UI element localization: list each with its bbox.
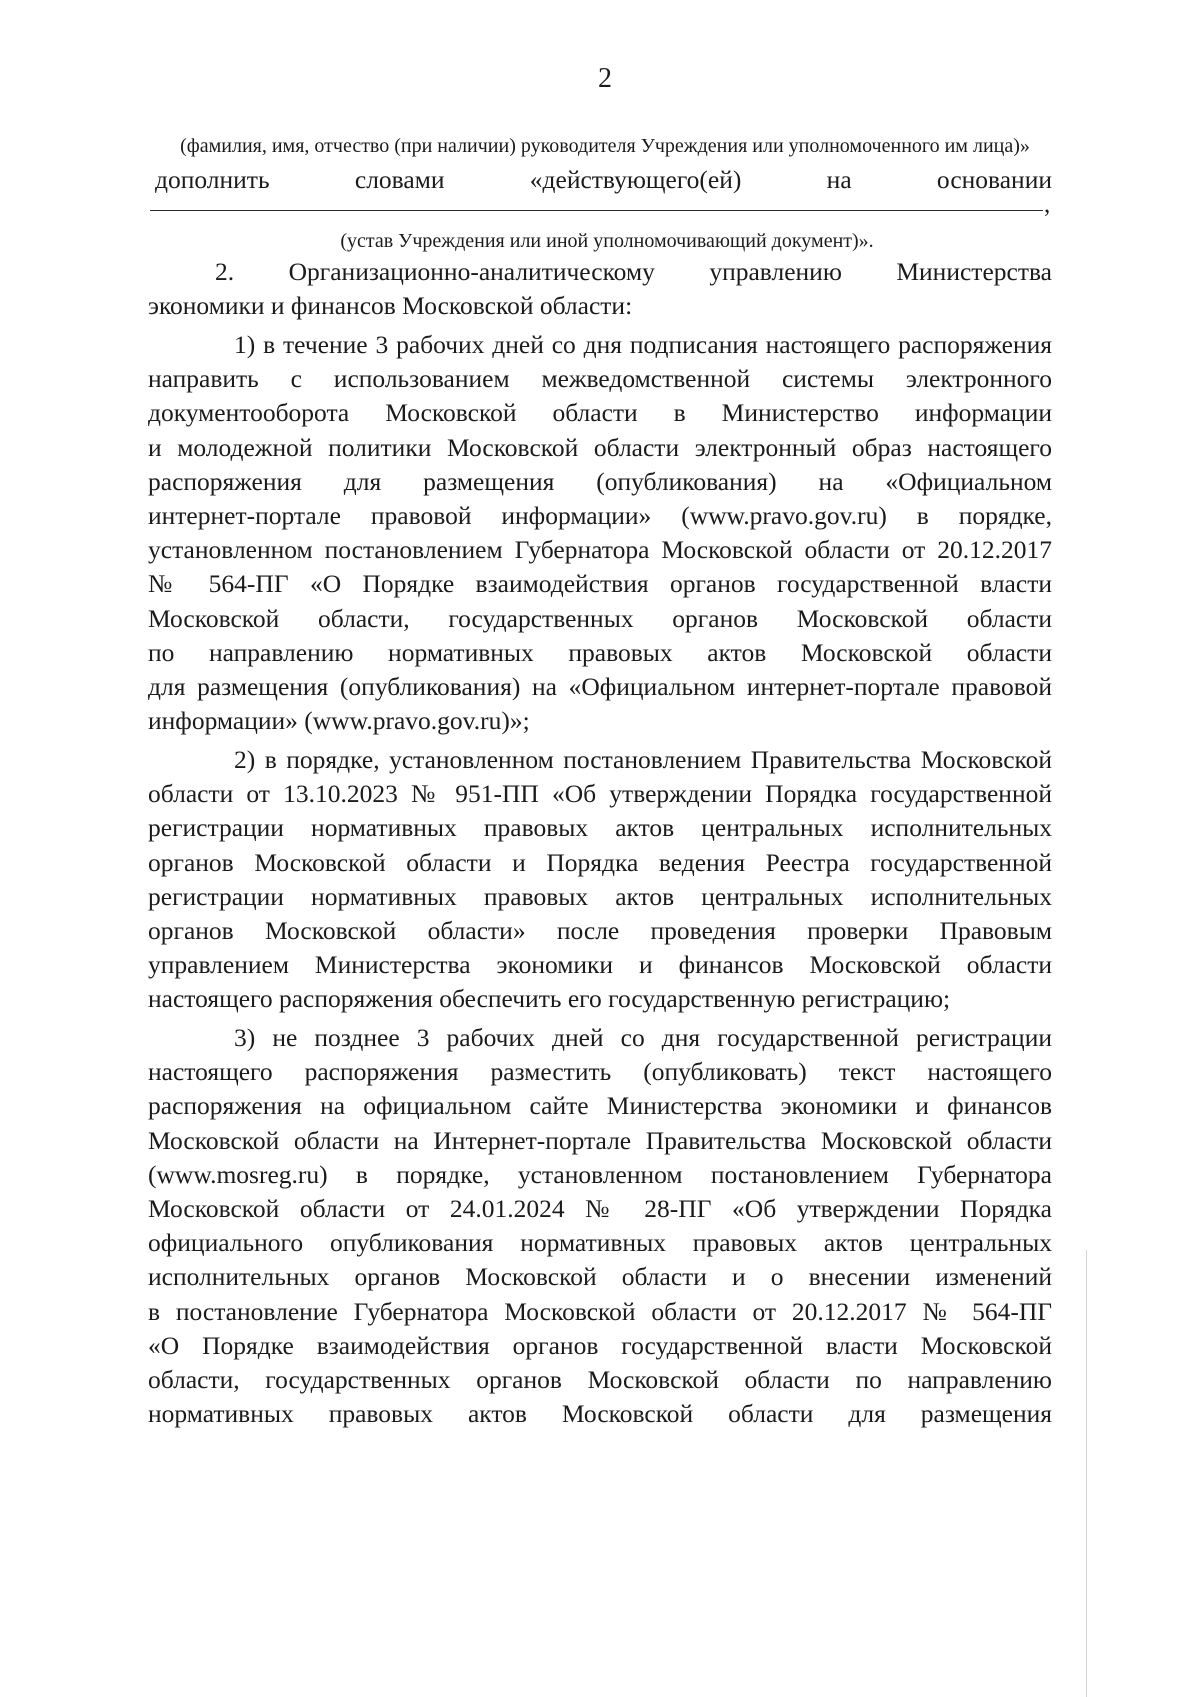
subitem-2-line: регистрации нормативных правовых актов центральных исполнительных: [148, 881, 1052, 911]
subitem-2-line: органов Московской области» после проведения проверки Правовым: [148, 915, 1052, 945]
item-2-line: 2. Организационно-аналитическому управлению Министерства: [215, 257, 1052, 286]
subitem-3-line: области, государственных органов Московской области по направлению: [148, 1364, 1052, 1394]
subitem-3-line: распоряжения на официальном сайте Министерства экономики и финансов: [148, 1091, 1052, 1121]
subitem-1-line: по направлению нормативных правовых актов Московской области: [148, 637, 1052, 667]
subitem-1-line: для размещения (опубликования) на «Официальном интернет-портале правовой: [148, 671, 1052, 701]
subitem-2-line: области от 13.10.2023 № 951-ПП «Об утверждении Порядка государственной: [148, 779, 1052, 809]
subitem-1-line: интернет-портале правовой информации» (www.pravo.gov.ru) в порядке,: [148, 500, 1052, 530]
subitem-1-line: документооборота Московской области в Министерство информации: [148, 398, 1052, 428]
subitem-3-line: «О Порядке взаимодействия органов государственной власти Московской: [148, 1330, 1052, 1360]
subitem-3-line: официального опубликования нормативных правовых актов центральных: [148, 1228, 1052, 1258]
subitem-3-line: в постановление Губернатора Московской области от 20.12.2017 № 564-ПГ: [148, 1296, 1052, 1326]
subitem-1-line: направить с использованием межведомственной системы электронного: [148, 364, 1052, 394]
blank-hint: (устав Учреждения или иной уполномочивающий документ)».: [340, 230, 874, 252]
name-hint: (фамилия, имя, отчество (при наличии) руководителя Учреждения или уполномоченного им лица)»: [180, 135, 1030, 157]
amendment-line: дополнить словами «действующего(ей) на основании: [155, 165, 1052, 194]
subitem-3-line: настоящего распоряжения разместить (опубликовать) текст настоящего: [148, 1057, 1052, 1087]
subitem-2-line: регистрации нормативных правовых актов центральных исполнительных: [148, 813, 1052, 843]
subitem-3-paragraph: [148, 1021, 1052, 1431]
subitem-3-line: Московской области от 24.01.2024 № 28-ПГ «Об утверждении Порядка: [148, 1193, 1052, 1223]
subitem-1-line: и молодежной политики Московской области электронный образ настоящего: [148, 432, 1052, 462]
subitem-3-line: (www.mosreg.ru) в порядке, установленном постановлением Губернатора: [148, 1159, 1052, 1189]
item-2-paragraph: [148, 255, 1052, 323]
item-2-line: экономики и финансов Московской области:: [148, 291, 633, 321]
page-number: 2: [598, 63, 612, 94]
blank-line-comma: ,: [1044, 191, 1051, 218]
subitem-1-paragraph: [148, 328, 1052, 738]
subitem-2-line: настоящего распоряжения обеспечить его государственную регистрацию;: [148, 984, 951, 1014]
subitem-2-line: органов Московской области и Порядка ведения Реестра государственной: [148, 847, 1052, 877]
subitem-3-line: нормативных правовых актов Московской области для размещения: [148, 1399, 1052, 1429]
subitem-1-line: распоряжения для размещения (опубликования) на «Официальном: [148, 466, 1052, 496]
subitem-3-line: 3) не позднее 3 рабочих дней со дня государственной регистрации: [234, 1023, 1052, 1052]
scan-edge-line: [1086, 1250, 1087, 1697]
subitem-1-line: 1) в течение 3 рабочих дней со дня подписания настоящего распоряжения: [234, 330, 1052, 359]
subitem-2-line: 2) в порядке, установленном постановлением Правительства Московской: [234, 745, 1052, 774]
subitem-2-line: управлением Министерства экономики и финансов Московской области: [148, 950, 1052, 980]
subitem-1-line: № 564-ПГ «О Порядке взаимодействия органов государственной власти: [148, 569, 1052, 599]
subitem-1-line: информации» (www.pravo.gov.ru)»;: [148, 706, 530, 736]
subitem-2-paragraph: [148, 743, 1052, 1017]
subitem-1-line: установленном постановлением Губернатора Московской области от 20.12.2017: [148, 535, 1052, 565]
subitem-3-line: исполнительных органов Московской области и о внесении изменений: [148, 1262, 1052, 1292]
subitem-1-line: Московской области, государственных органов Московской области: [148, 603, 1052, 633]
subitem-3-line: Московской области на Интернет-портале Правительства Московской области: [148, 1125, 1052, 1155]
blank-fill-line: [150, 210, 1043, 211]
